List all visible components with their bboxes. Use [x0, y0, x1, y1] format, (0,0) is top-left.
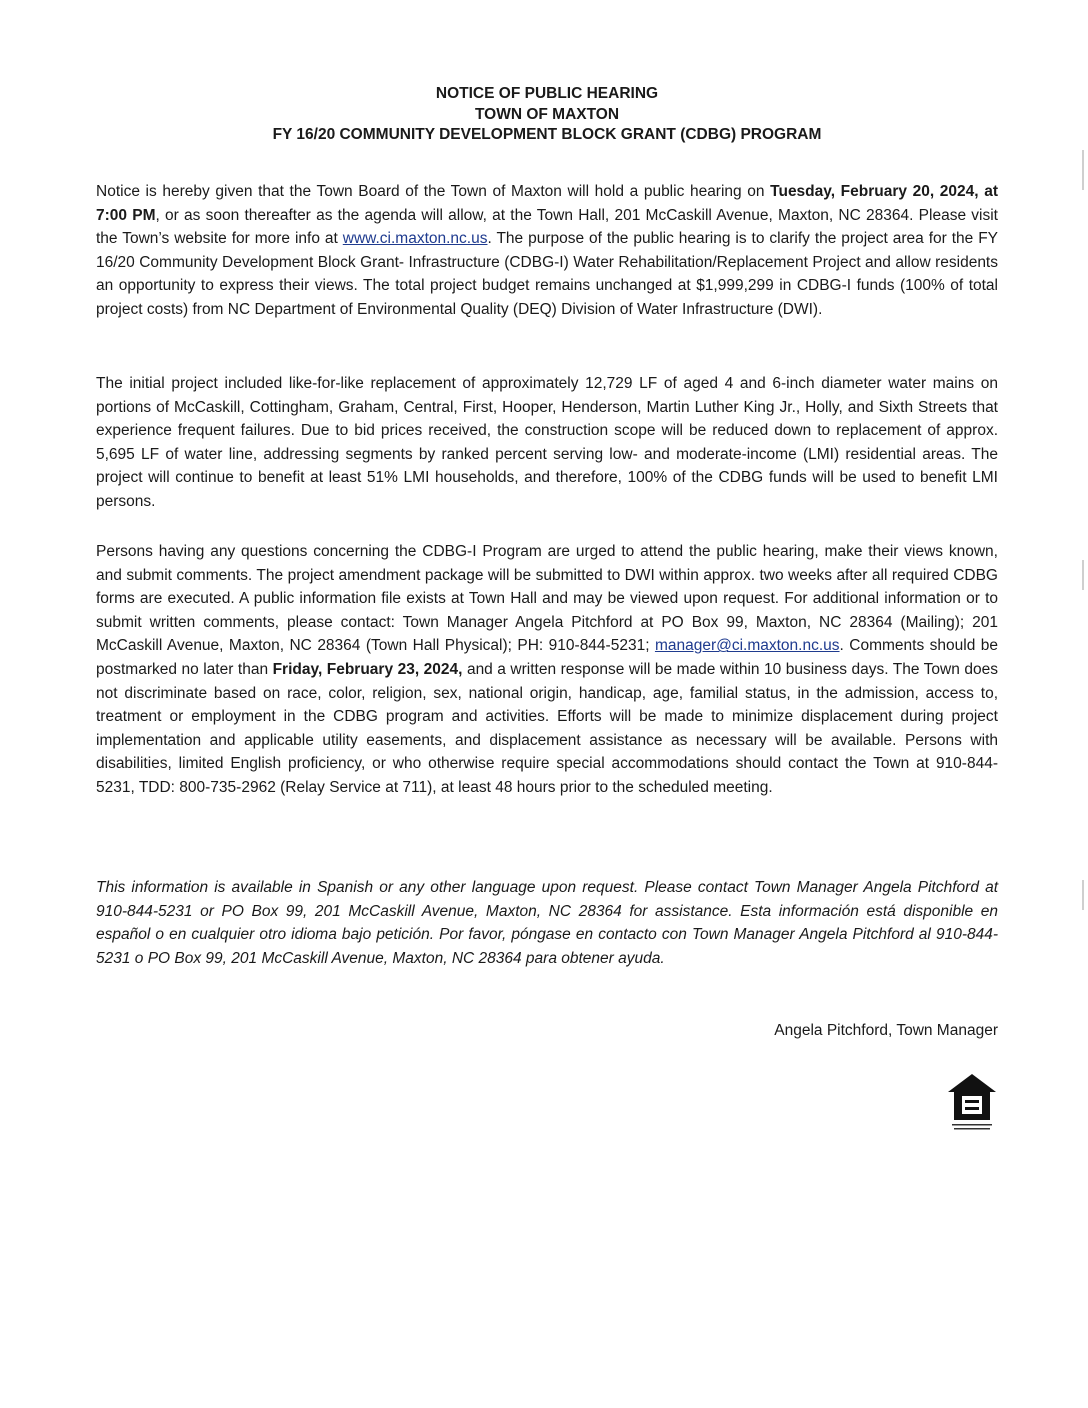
paragraph-language-notice: This information is available in Spanish or any other language upon request. Please contact Town Manager Angela Pitchford at 910-844-5231 or PO Box 99, 201 McCaskill Avenue, Maxton, NC 28364 for assistance. Esta información está disponible en español o en cualquier otro idioma bajo petición. Por favor, póngase en contacto con Town Manager Angela Pitchford al 910-844-5231 o PO Box 99, 201 McCaskill Avenue, Maxton, NC 28364 para obtener ayuda.	[96, 879, 998, 967]
scan-edge-mark	[1082, 880, 1084, 910]
p1-text-3: . The purpose of the public hearing is to clarify the project area for the FY 16/20 Community Development Block Grant- Infrastructure (CDBG-I) Water Rehabilitation/Replacement Project and allow residents an opportunity to express their views. The total project budget remains unchanged at $1,999,299 in CDBG-I funds (100% of total project costs) from NC Department of Environmental Quality (DEQ) Division of Water Infrastructure (DWI).	[96, 230, 999, 318]
notice-heading	[96, 84, 998, 146]
paragraph-hearing-notice	[96, 180, 998, 322]
equal-housing-opportunity-icon	[946, 1072, 998, 1134]
heading-line-2: TOWN OF MAXTON	[474, 105, 620, 123]
p1-text-2: , or as soon thereafter as the agenda will allow, at the Town Hall, 201 McCaskill Avenue, Maxton, NC 28364. Please visit the Town’s website for more info at	[96, 206, 998, 248]
p3-comment-deadline: Friday, February 23, 2024,	[272, 660, 463, 678]
heading-line-3: FY 16/20 COMMUNITY DEVELOPMENT BLOCK GRANT (CDBG) PROGRAM	[272, 126, 822, 143]
p1-hearing-date: Tuesday, February 20, 2024, at 7:00 PM	[96, 183, 998, 224]
scan-edge-mark	[1082, 560, 1084, 590]
paragraph-contact-info	[96, 540, 998, 800]
p3-text-3: and a written response will be made within 10 business days. The Town does not discriminate based on race, color, religion, sex, national origin, handicap, age, familial status, in the admission, access to, treatment or employment in the CDBG program and activities. Efforts will be made to minimize displacement during project implementation and applicable utility easements, and displacement assistance as necessary will be available. Persons with disabilities, limited English proficiency, or who otherwise require special accommodations should contact the Town at 910-844-5231, TDD: 800-735-2962 (Relay Service at 711), at least 48 hours prior to the scheduled meeting.	[96, 660, 998, 796]
p1-text-1: Notice is hereby given that the Town Board of the Town of Maxton will hold a public hearing on	[96, 183, 771, 200]
signature-line: Angela Pitchford, Town Manager	[774, 1022, 998, 1039]
heading-line-1: NOTICE OF PUBLIC HEARING	[435, 85, 659, 102]
manager-email-link[interactable]: manager@ci.maxton.nc.us	[654, 637, 840, 655]
scan-edge-mark	[1082, 150, 1084, 190]
paragraph-project-scope: The initial project included like-for-like replacement of approximately 12,729 LF of aged 4 and 6-inch diameter water mains on portions of McCaskill, Cottingham, Graham, Central, First, Hooper, Henderson, Martin Luther King Jr., Holly, and Sixth Streets that experience frequent failures. Due to bid prices received, the construction scope will be reduced down to replacement of approx. 5,695 LF of water line, addressing segments by ranked percent serving low- and moderate-income (LMI) residential areas. The project will continue to benefit at least 51% LMI households, and therefore, 100% of the CDBG funds will be used to benefit LMI persons.	[96, 375, 998, 510]
document-page	[96, 84, 999, 1039]
p3-text-2: . Comments should be postmarked no later than	[96, 637, 998, 678]
town-website-link[interactable]: www.ci.maxton.nc.us	[342, 230, 488, 248]
p3-text-1: Persons having any questions concerning the CDBG-I Program are urged to attend the public hearing, make their views known, and submit comments. The project amendment package will be submitted to DWI within approx. two weeks after all required CDBG forms are executed. A public information file exists at Town Hall and may be viewed upon request. For additional information or to submit written comments, please contact: Town Manager Angela Pitchford at PO Box 99, Maxton, NC 28364 (Mailing); 201 McCaskill Avenue, Maxton, NC 28364 (Town Hall Physical); PH: 910-844-5231;	[96, 543, 998, 655]
